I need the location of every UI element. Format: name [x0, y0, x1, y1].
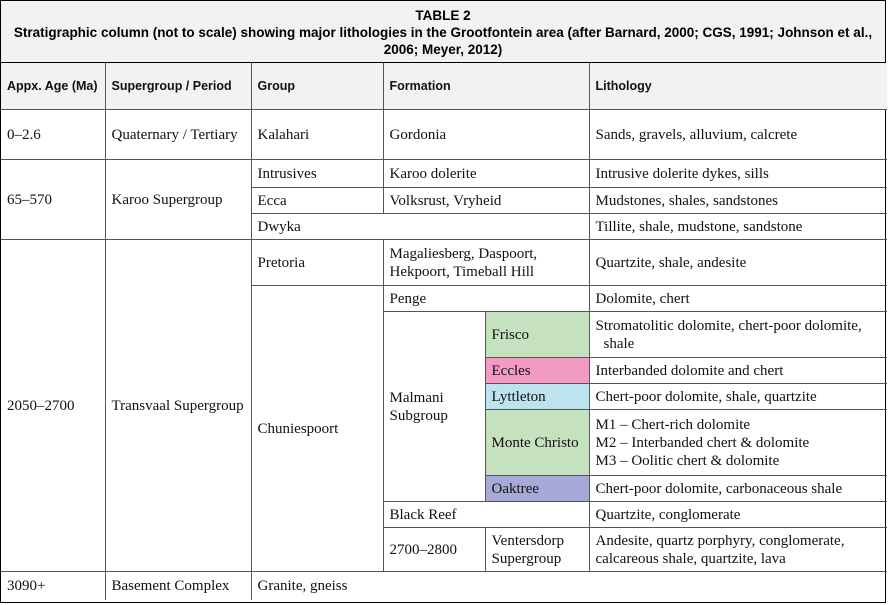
subformation-cell-lyttleton: Lyttleton: [485, 384, 589, 410]
formation-cell: Magaliesberg, Daspoort, Hekpoort, Timeball Hill: [383, 240, 589, 286]
lithology-cell: Chert-poor dolomite, shale, quartzite: [589, 384, 887, 410]
group-cell: Pretoria: [251, 240, 383, 286]
table-caption: [1, 1, 885, 63]
lithology-cell: Andesite, quartz porphyry, conglomerate, calcareous shale, quartzite, lava: [589, 528, 887, 572]
formation-cell: Karoo dolerite: [383, 160, 589, 188]
formation-cell: Black Reef: [383, 502, 589, 528]
formation-cell: Malmani Subgroup: [383, 312, 485, 502]
lithology-cell: Granite, gneiss: [251, 572, 887, 600]
lithology-cell: Interbanded dolomite and chert: [589, 358, 887, 384]
supergroup-cell: Ventersdorp Supergroup: [485, 528, 589, 572]
lithology-cell: Chert-poor dolomite, carbonaceous shale: [589, 476, 887, 502]
lithology-line: M3 – Oolitic chert & dolomite: [595, 452, 780, 469]
age-cell: 0–2.6: [1, 110, 105, 160]
table-row: [1, 572, 887, 600]
lithology-cell: Intrusive dolerite dykes, sills: [589, 160, 887, 188]
supergroup-cell: Quaternary / Tertiary: [105, 110, 251, 160]
table-title: TABLE 2: [415, 8, 471, 23]
lithology-line: M1 – Chert-rich dolomite: [595, 416, 751, 433]
lithology-cell: Tillite, shale, mudstone, sandstone: [589, 214, 887, 240]
supergroup-cell: Karoo Supergroup: [105, 160, 251, 240]
table-row: [1, 240, 887, 286]
table-row: [1, 110, 887, 160]
lithology-cell: Sands, gravels, alluvium, calcrete: [589, 110, 887, 160]
lithology-cell: Quartzite, shale, andesite: [589, 240, 887, 286]
supergroup-cell: Basement Complex: [105, 572, 251, 600]
lithology-cell: [589, 410, 887, 476]
age-cell: 2050–2700: [1, 240, 105, 572]
formation-cell: Penge: [383, 286, 589, 312]
group-cell: Kalahari: [251, 110, 383, 160]
group-cell: Intrusives: [251, 160, 383, 188]
table-row: [1, 160, 887, 188]
supergroup-cell: Transvaal Supergroup: [105, 240, 251, 572]
subformation-cell-frisco: Frisco: [485, 312, 589, 358]
stratigraphic-table: [1, 63, 887, 600]
subformation-cell-oaktree: Oaktree: [485, 476, 589, 502]
lithology-cell: Dolomite, chert: [589, 286, 887, 312]
age-cell: 3090+: [1, 572, 105, 600]
header-formation: Formation: [383, 63, 589, 110]
subformation-cell-eccles: Eccles: [485, 358, 589, 384]
lithology-cell: Stromatolitic dolomite, chert-poor dolomite, shale: [589, 312, 887, 358]
age-cell: 65–570: [1, 160, 105, 240]
header-age: Appx. Age (Ma): [1, 63, 105, 110]
subformation-cell-monte-christo: Monte Christo: [485, 410, 589, 476]
group-cell: Ecca: [251, 188, 383, 214]
lithology-line: M2 – Interbanded chert & dolomite: [595, 434, 810, 451]
group-cell: Dwyka: [251, 214, 589, 240]
group-cell: Chuniespoort: [251, 286, 383, 572]
header-lithology: Lithology: [589, 63, 887, 110]
formation-cell: Gordonia: [383, 110, 589, 160]
table-caption-text: Stratigraphic column (not to scale) showing major lithologies in the Grootfontein area (after Barnard, 2000; CGS, 1991; Johnson et al., 2006; Meyer, 2012): [13, 25, 873, 57]
header-row: [1, 63, 887, 110]
lithology-cell: Mudstones, shales, sandstones: [589, 188, 887, 214]
lithology-cell: Quartzite, conglomerate: [589, 502, 887, 528]
age-cell: 2700–2800: [383, 528, 485, 572]
header-group: Group: [251, 63, 383, 110]
header-supergroup: Supergroup / Period: [105, 63, 251, 110]
formation-cell: Volksrust, Vryheid: [383, 188, 589, 214]
